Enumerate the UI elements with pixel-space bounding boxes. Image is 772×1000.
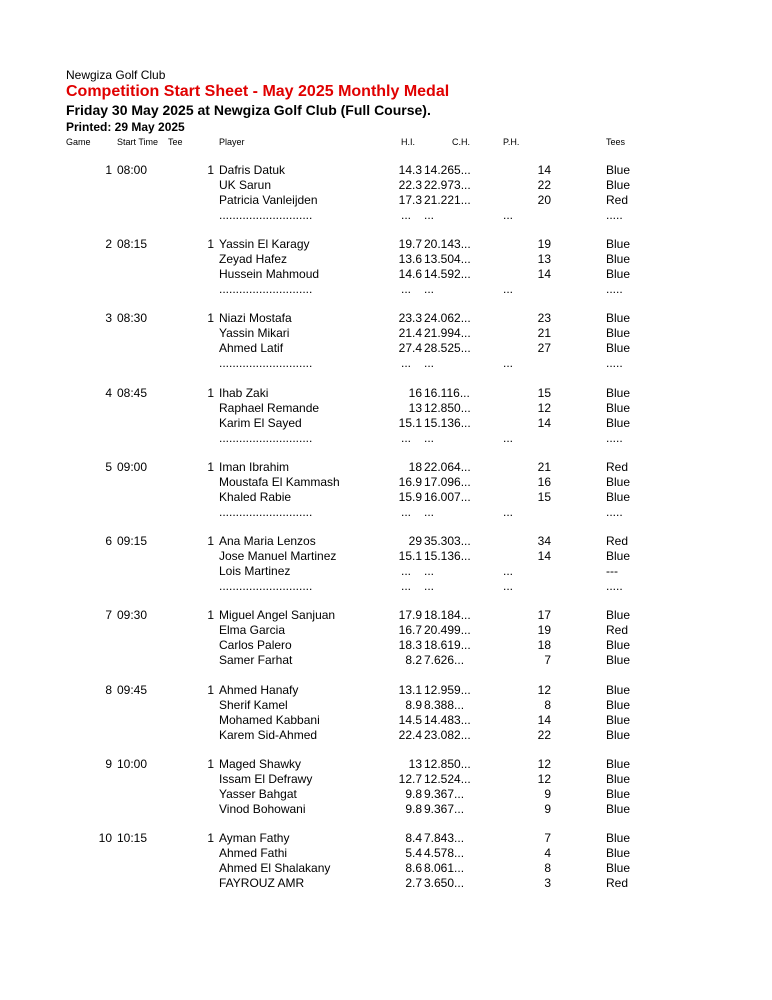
- handicap-index: ...: [401, 563, 412, 578]
- course-handicap: 18.619...: [424, 637, 471, 652]
- tees-colour: .....: [606, 355, 623, 370]
- course-handicap: 21.221...: [424, 192, 471, 207]
- tee-number: 1: [207, 831, 214, 845]
- tees-colour: Blue: [606, 637, 631, 652]
- table-row: [0, 549, 772, 564]
- course-handicap: ...: [424, 207, 435, 222]
- player-name: Maged Shawky: [219, 757, 302, 771]
- handicap-index: 8.4: [405, 831, 422, 845]
- table-row: [0, 787, 772, 802]
- course-handicap: 15.136...: [424, 415, 471, 430]
- player-name: Samer Farhat: [219, 652, 293, 667]
- playing-handicap: 18: [537, 637, 551, 652]
- player-name: Ana Maria Lenzos: [219, 534, 316, 548]
- table-row: [0, 579, 772, 594]
- playing-handicap: ...: [503, 578, 514, 593]
- table-row: [0, 237, 772, 252]
- tees-colour: Blue: [606, 474, 631, 489]
- playing-handicap: 4: [544, 845, 551, 860]
- table-row: [0, 326, 772, 341]
- playing-handicap: ...: [503, 430, 514, 445]
- course-handicap: 17.096...: [424, 474, 471, 489]
- playing-handicap: ...: [503, 563, 514, 578]
- handicap-index: 27.4: [398, 340, 422, 355]
- tee-number: 1: [207, 608, 214, 622]
- playing-handicap: 23: [537, 311, 551, 325]
- playing-handicap: 12: [537, 683, 551, 697]
- table-row: [0, 876, 772, 891]
- tees-colour: Blue: [606, 771, 631, 786]
- start-time: 09:00: [117, 460, 148, 474]
- playing-handicap: 16: [537, 474, 551, 489]
- playing-handicap: 12: [537, 400, 551, 415]
- tees-colour: Blue: [606, 325, 631, 340]
- game-number: 5: [105, 460, 112, 474]
- table-row: [0, 386, 772, 401]
- sheet-title: Competition Start Sheet - May 2025 Monthly Medal: [66, 83, 450, 100]
- handicap-index: 8.2: [405, 652, 422, 667]
- start-time: 08:00: [117, 163, 148, 177]
- handicap-index: 18: [408, 460, 422, 474]
- handicap-index: 13.1: [398, 683, 422, 697]
- playing-handicap: 21: [537, 325, 551, 340]
- table-row: [0, 802, 772, 817]
- tee-number: 1: [207, 683, 214, 697]
- table-row: [0, 683, 772, 698]
- course-handicap: 3.650...: [424, 875, 465, 890]
- course-handicap: 7.626...: [424, 652, 465, 667]
- playing-handicap: 15: [537, 386, 551, 400]
- handicap-index: 18.3: [398, 637, 422, 652]
- course-handicap: 8.061...: [424, 860, 465, 875]
- table-row: [0, 638, 772, 653]
- column-header-tee: Tee: [168, 137, 183, 147]
- playing-handicap: 13: [537, 251, 551, 266]
- course-handicap: 21.994...: [424, 325, 471, 340]
- player-name: Yasser Bahgat: [219, 786, 297, 801]
- handicap-index: 13: [408, 400, 422, 415]
- handicap-index: 29: [408, 534, 422, 548]
- playing-handicap: 20: [537, 192, 551, 207]
- tees-colour: Blue: [606, 757, 631, 771]
- table-row: [0, 713, 772, 728]
- handicap-index: 22.4: [398, 727, 422, 742]
- handicap-index: ...: [401, 355, 412, 370]
- player-name: Carlos Palero: [219, 637, 292, 652]
- player-name: Elma Garcia: [219, 622, 286, 637]
- game-number: 2: [105, 237, 112, 251]
- tees-colour: Blue: [606, 831, 631, 845]
- handicap-index: 16.7: [398, 622, 422, 637]
- handicap-index: 9.8: [405, 801, 422, 816]
- table-row: [0, 490, 772, 505]
- tees-colour: Blue: [606, 415, 631, 430]
- course-handicap: 7.843...: [424, 831, 465, 845]
- playing-handicap: 19: [537, 237, 551, 251]
- table-row: [0, 356, 772, 371]
- handicap-index: 9.8: [405, 786, 422, 801]
- playing-handicap: ...: [503, 281, 514, 296]
- handicap-index: ...: [401, 430, 412, 445]
- player-name: Ahmed Fathi: [219, 845, 288, 860]
- course-handicap: 9.367...: [424, 801, 465, 816]
- playing-handicap: 17: [537, 608, 551, 622]
- player-name: Mohamed Kabbani: [219, 712, 320, 727]
- start-time: 10:15: [117, 831, 148, 845]
- playing-handicap: 7: [544, 831, 551, 845]
- playing-handicap: 14: [537, 712, 551, 727]
- tees-colour: Blue: [606, 340, 631, 355]
- course-handicap: 24.062...: [424, 311, 471, 325]
- course-handicap: 23.082...: [424, 727, 471, 742]
- tees-colour: ---: [606, 563, 618, 578]
- tees-colour: Red: [606, 622, 629, 637]
- game-number: 8: [105, 683, 112, 697]
- player-name: UK Sarun: [219, 177, 272, 192]
- handicap-index: 8.6: [405, 860, 422, 875]
- player-name: Miguel Angel Sanjuan: [219, 608, 336, 622]
- player-name: Ahmed Latif: [219, 340, 284, 355]
- column-header-start-time: Start Time: [117, 137, 159, 147]
- tee-number: 1: [207, 237, 214, 251]
- handicap-index: 13: [408, 757, 422, 771]
- table-row: [0, 623, 772, 638]
- tees-colour: Blue: [606, 786, 631, 801]
- tees-colour: Blue: [606, 697, 631, 712]
- playing-handicap: 15: [537, 489, 551, 504]
- player-name: Karim El Sayed: [219, 415, 302, 430]
- handicap-index: 17.3: [398, 192, 422, 207]
- playing-handicap: ...: [503, 504, 514, 519]
- game-number: 7: [105, 608, 112, 622]
- course-handicap: 13.504...: [424, 251, 471, 266]
- playing-handicap: 22: [537, 727, 551, 742]
- player-name: Vinod Bohowani: [219, 801, 306, 816]
- course-handicap: 20.143...: [424, 237, 471, 251]
- tee-number: 1: [207, 460, 214, 474]
- player-name: Lois Martinez: [219, 563, 291, 578]
- course-handicap: 12.524...: [424, 771, 471, 786]
- printed-date: Printed: 29 May 2025: [66, 120, 185, 134]
- tees-colour: Red: [606, 534, 629, 548]
- player-name: ............................: [219, 281, 313, 296]
- course-handicap: 16.116...: [424, 386, 470, 400]
- game-number: 4: [105, 386, 112, 400]
- course-handicap: 14.265...: [424, 163, 471, 177]
- column-header-tees: Tees: [606, 137, 626, 147]
- handicap-index: 21.4: [398, 325, 422, 340]
- tee-number: 1: [207, 757, 214, 771]
- handicap-index: 13.6: [398, 251, 422, 266]
- playing-handicap: 8: [544, 860, 551, 875]
- tee-number: 1: [207, 386, 214, 400]
- tees-colour: .....: [606, 504, 623, 519]
- handicap-index: 22.3: [398, 177, 422, 192]
- course-handicap: 14.592...: [424, 266, 471, 281]
- tees-colour: Red: [606, 875, 629, 890]
- playing-handicap: 7: [544, 652, 551, 667]
- course-handicap: 12.959...: [424, 683, 471, 697]
- tees-colour: Blue: [606, 177, 631, 192]
- player-name: Ayman Fathy: [219, 831, 290, 845]
- sheet-subtitle: Friday 30 May 2025 at Newgiza Golf Club (Full Course).: [66, 102, 431, 118]
- tees-colour: Red: [606, 460, 629, 474]
- club-name: Newgiza Golf Club: [66, 68, 166, 82]
- table-row: [0, 416, 772, 431]
- handicap-index: 15.1: [398, 415, 422, 430]
- start-time: 09:45: [117, 683, 148, 697]
- course-handicap: 8.388...: [424, 697, 465, 712]
- playing-handicap: 19: [537, 622, 551, 637]
- handicap-index: 5.4: [405, 845, 422, 860]
- course-handicap: ...: [424, 430, 435, 445]
- player-name: Dafris Datuk: [219, 163, 286, 177]
- tees-colour: Blue: [606, 489, 631, 504]
- course-handicap: 14.483...: [424, 712, 471, 727]
- handicap-index: 15.1: [398, 548, 422, 563]
- column-header-hi: H.I.: [401, 137, 416, 147]
- player-name: Raphael Remande: [219, 400, 320, 415]
- playing-handicap: 14: [537, 266, 551, 281]
- course-handicap: 22.973...: [424, 177, 471, 192]
- player-name: Karem Sid-Ahmed: [219, 727, 318, 742]
- handicap-index: 17.9: [398, 608, 422, 622]
- course-handicap: ...: [424, 281, 435, 296]
- handicap-index: ...: [401, 578, 412, 593]
- tees-colour: .....: [606, 578, 623, 593]
- player-name: ............................: [219, 355, 313, 370]
- table-row: [0, 282, 772, 297]
- start-time: 08:15: [117, 237, 148, 251]
- table-row: [0, 831, 772, 846]
- player-name: ............................: [219, 430, 313, 445]
- course-handicap: 9.367...: [424, 786, 465, 801]
- handicap-index: 16.9: [398, 474, 422, 489]
- playing-handicap: 21: [537, 460, 551, 474]
- column-header-ch: C.H.: [452, 137, 470, 147]
- tees-colour: .....: [606, 281, 623, 296]
- handicap-index: 14.3: [398, 163, 422, 177]
- playing-handicap: 22: [537, 177, 551, 192]
- course-handicap: 4.578...: [424, 845, 465, 860]
- playing-handicap: 12: [537, 757, 551, 771]
- tees-colour: Blue: [606, 608, 631, 622]
- course-handicap: 18.184...: [424, 608, 471, 622]
- start-time: 08:30: [117, 311, 148, 325]
- tees-colour: Blue: [606, 727, 631, 742]
- handicap-index: 14.5: [398, 712, 422, 727]
- game-number: 6: [105, 534, 112, 548]
- table-row: [0, 772, 772, 787]
- tees-colour: Blue: [606, 845, 631, 860]
- player-name: Ahmed El Shalakany: [219, 860, 331, 875]
- player-name: Jose Manuel Martinez: [219, 548, 337, 563]
- handicap-index: 23.3: [398, 311, 422, 325]
- course-handicap: 22.064...: [424, 460, 471, 474]
- table-row: [0, 311, 772, 326]
- course-handicap: 16.007...: [424, 489, 471, 504]
- player-name: Khaled Rabie: [219, 489, 292, 504]
- playing-handicap: 14: [537, 548, 551, 563]
- handicap-index: 2.7: [405, 875, 422, 890]
- tees-colour: Blue: [606, 860, 631, 875]
- tees-colour: Blue: [606, 266, 631, 281]
- playing-handicap: ...: [503, 207, 514, 222]
- player-name: FAYROUZ AMR: [219, 875, 305, 890]
- table-row: [0, 728, 772, 743]
- playing-handicap: 34: [537, 534, 551, 548]
- handicap-index: ...: [401, 281, 412, 296]
- column-header-ph: P.H.: [503, 137, 520, 147]
- player-name: Ahmed Hanafy: [219, 683, 299, 697]
- table-row: [0, 608, 772, 623]
- course-handicap: 28.525...: [424, 340, 471, 355]
- handicap-index: ...: [401, 504, 412, 519]
- course-handicap: 20.499...: [424, 622, 471, 637]
- playing-handicap: ...: [503, 355, 514, 370]
- tee-number: 1: [207, 163, 214, 177]
- table-row: [0, 698, 772, 713]
- course-handicap: 12.850...: [424, 400, 471, 415]
- table-row: [0, 757, 772, 772]
- game-number: 1: [105, 163, 112, 177]
- tees-colour: Red: [606, 192, 629, 207]
- table-row: [0, 252, 772, 267]
- column-header-player: Player: [219, 137, 245, 147]
- table-row: [0, 267, 772, 282]
- player-name: Sherif Kamel: [219, 697, 288, 712]
- column-header-game: Game: [66, 137, 91, 147]
- tees-colour: Blue: [606, 237, 631, 251]
- playing-handicap: 9: [544, 786, 551, 801]
- tees-colour: Blue: [606, 683, 631, 697]
- player-name: Issam El Defrawy: [219, 771, 313, 786]
- player-name: Yassin El Karagy: [219, 237, 310, 251]
- tees-colour: Blue: [606, 801, 631, 816]
- table-row: [0, 475, 772, 490]
- game-number: 9: [105, 757, 112, 771]
- handicap-index: 12.7: [398, 771, 422, 786]
- player-name: Iman Ibrahim: [219, 460, 290, 474]
- table-row: [0, 846, 772, 861]
- playing-handicap: 14: [537, 163, 551, 177]
- playing-handicap: 12: [537, 771, 551, 786]
- table-row: [0, 861, 772, 876]
- playing-handicap: 8: [544, 697, 551, 712]
- player-name: Patricia Vanleijden: [219, 192, 318, 207]
- playing-handicap: 9: [544, 801, 551, 816]
- handicap-index: 15.9: [398, 489, 422, 504]
- playing-handicap: 27: [537, 340, 551, 355]
- tees-colour: Blue: [606, 251, 631, 266]
- table-row: [0, 208, 772, 223]
- course-handicap: ...: [424, 504, 435, 519]
- course-handicap: 35.303...: [424, 534, 471, 548]
- table-row: [0, 505, 772, 520]
- tees-colour: Blue: [606, 386, 631, 400]
- table-row: [0, 163, 772, 178]
- tees-colour: Blue: [606, 311, 631, 325]
- table-row: [0, 431, 772, 446]
- start-time: 10:00: [117, 757, 148, 771]
- start-time: 09:15: [117, 534, 148, 548]
- game-number: 10: [98, 831, 112, 845]
- tees-colour: Blue: [606, 548, 631, 563]
- tee-number: 1: [207, 534, 214, 548]
- course-handicap: 12.850...: [424, 757, 471, 771]
- tees-colour: Blue: [606, 652, 631, 667]
- handicap-index: ...: [401, 207, 412, 222]
- table-row: [0, 534, 772, 549]
- player-name: Yassin Mikari: [219, 325, 290, 340]
- table-row: [0, 401, 772, 416]
- player-name: Moustafa El Kammash: [219, 474, 340, 489]
- tees-colour: Blue: [606, 163, 631, 177]
- start-time: 09:30: [117, 608, 148, 622]
- playing-handicap: 14: [537, 415, 551, 430]
- player-name: Niazi Mostafa: [219, 311, 292, 325]
- tees-colour: .....: [606, 207, 623, 222]
- player-name: Hussein Mahmoud: [219, 266, 320, 281]
- table-row: [0, 653, 772, 668]
- handicap-index: 14.6: [398, 266, 422, 281]
- table-row: [0, 178, 772, 193]
- game-number: 3: [105, 311, 112, 325]
- tee-number: 1: [207, 311, 214, 325]
- tees-colour: .....: [606, 430, 623, 445]
- handicap-index: 16: [408, 386, 422, 400]
- handicap-index: 8.9: [405, 697, 422, 712]
- course-handicap: 15.136...: [424, 548, 471, 563]
- tees-colour: Blue: [606, 712, 631, 727]
- player-name: Zeyad Hafez: [219, 251, 288, 266]
- player-name: ............................: [219, 578, 313, 593]
- table-row: [0, 193, 772, 208]
- player-name: ............................: [219, 207, 313, 222]
- table-row: [0, 341, 772, 356]
- course-handicap: ...: [424, 578, 435, 593]
- course-handicap: ...: [424, 355, 435, 370]
- playing-handicap: 3: [544, 875, 551, 890]
- player-name: Ihab Zaki: [219, 386, 269, 400]
- course-handicap: ...: [424, 563, 435, 578]
- table-row: [0, 460, 772, 475]
- start-time: 08:45: [117, 386, 148, 400]
- player-name: ............................: [219, 504, 313, 519]
- table-row: [0, 564, 772, 579]
- handicap-index: 19.7: [398, 237, 422, 251]
- tees-colour: Blue: [606, 400, 631, 415]
